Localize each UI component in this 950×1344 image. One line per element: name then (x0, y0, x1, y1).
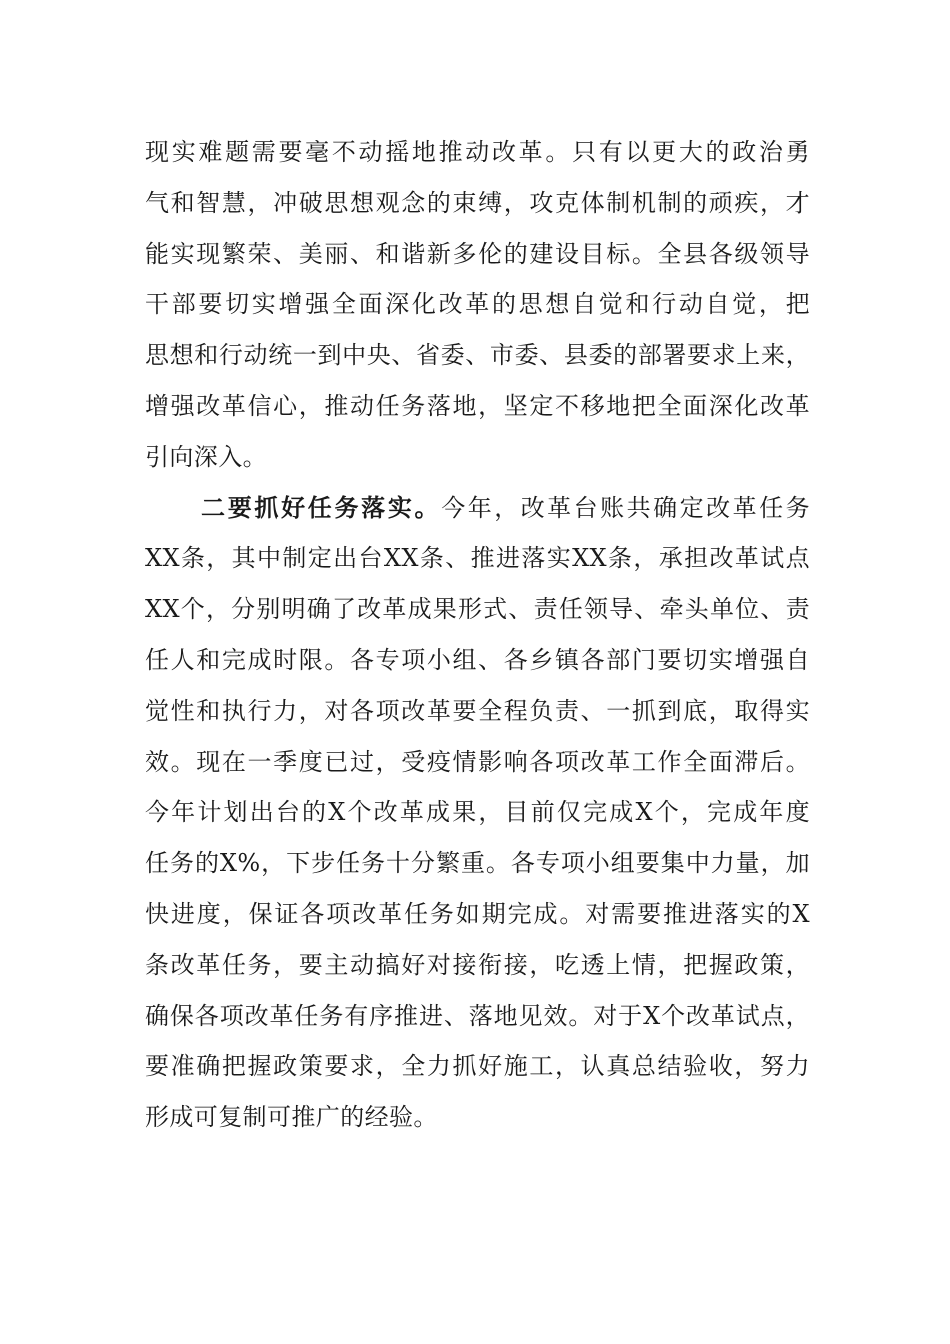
paragraph-1-line: 思想和行动统一到中央、省委、市委、县委的部署要求上来， (145, 341, 810, 370)
paragraph-1 (145, 127, 810, 483)
paragraph-2-line: XX条，其中制定出台XX条、推进落实XX条，承担改革试点 (145, 544, 810, 573)
document-body (145, 127, 810, 1143)
paragraph-2-line: 条改革任务，要主动搞好对接衔接，吃透上情，把握政策， (145, 950, 810, 979)
paragraph-1-line: 现实难题需要毫不动摇地推动改革。只有以更大的政治勇 (145, 138, 810, 166)
paragraph-1-line: 能实现繁荣、美丽、和谐新多伦的建设目标。全县各级领导 (145, 239, 810, 268)
paragraph-2-heading: 二要抓好任务落实。 (201, 493, 442, 522)
paragraph-1-line: 增强改革信心，推动任务落地，坚定不移地把全面深化改革 (145, 391, 810, 420)
paragraph-2-line: 任务的X%，下步任务十分繁重。各专项小组要集中力量，加 (145, 849, 810, 878)
paragraph-2-line: XX个，分别明确了改革成果形式、责任领导、牵头单位、责 (145, 595, 810, 624)
paragraph-1-line: 干部要切实增强全面深化改革的思想自觉和行动自觉，把 (145, 290, 810, 319)
paragraph-2-first-line-text: 今年，改革台账共确定改革任务 (441, 493, 810, 522)
paragraph-2-first-line (145, 483, 810, 534)
paragraph-2-line: 效。现在一季度已过，受疫情影响各项改革工作全面滞后。 (145, 747, 810, 776)
paragraph-2-line: 今年计划出台的X个改革成果，目前仅完成X个，完成年度 (145, 798, 810, 827)
paragraph-2-line: 快进度，保证各项改革任务如期完成。对需要推进落实的X (145, 899, 810, 928)
paragraph-2 (145, 483, 810, 1143)
paragraph-2-line: 形成可复制可推广的经验。 (145, 1103, 438, 1132)
paragraph-2-line: 要准确把握政策要求，全力抓好施工，认真总结验收，努力 (145, 1052, 810, 1081)
paragraph-1-line: 气和智慧，冲破思想观念的束缚，攻克体制机制的顽疾，才 (145, 188, 810, 217)
paragraph-2-line: 觉性和执行力，对各项改革要全程负责、一抓到底，取得实 (145, 696, 810, 725)
paragraph-2-line: 确保各项改革任务有序推进、落地见效。对于X个改革试点， (145, 1001, 810, 1030)
paragraph-1-line: 引向深入。 (145, 442, 267, 471)
paragraph-2-line: 任人和完成时限。各专项小组、各乡镇各部门要切实增强自 (145, 645, 810, 674)
